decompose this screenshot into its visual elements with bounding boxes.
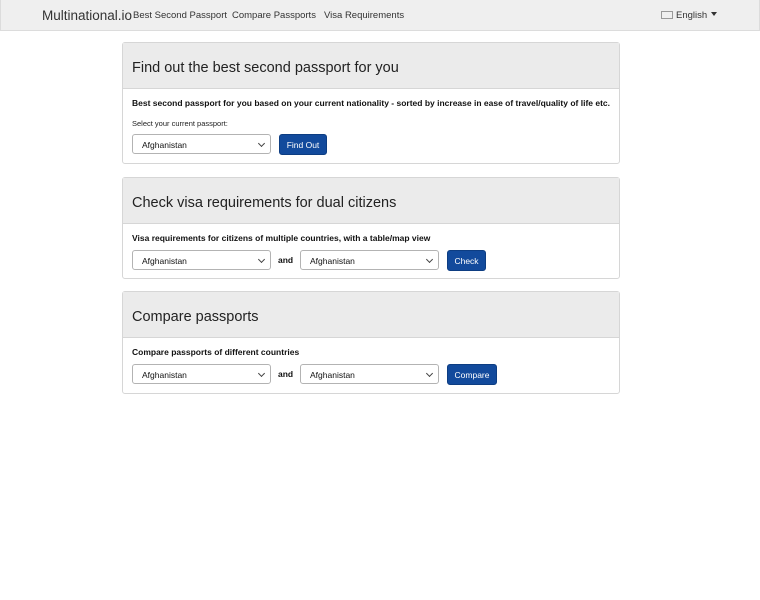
first-country-select[interactable] [132,250,271,270]
select-value: Afghanistan [142,256,187,266]
panel-description: Best second passport for you based on your current nationality - sorted by increase in ease of travel/quality of life etc. [132,98,611,108]
panel-description: Compare passports of different countries [132,347,300,357]
compare-button[interactable]: Compare [447,364,497,385]
select-value: Afghanistan [142,370,187,380]
first-country-select[interactable] [132,364,271,384]
select-label: Select your current passport: [132,119,228,128]
current-passport-select[interactable] [132,134,271,154]
panel-header [123,292,619,338]
select-value: Afghanistan [142,140,187,150]
nav-visa-requirements[interactable]: Visa Requirements [324,10,405,21]
panel-title: Compare passports [132,309,259,325]
language-dropdown[interactable] [661,10,717,21]
nav-best-second-passport[interactable]: Best Second Passport [133,10,227,21]
panel-header [123,43,619,89]
select-value: Afghanistan [310,370,355,380]
best-passport-panel [122,42,620,164]
chevron-down-icon [426,370,433,377]
language-label: English [676,10,708,21]
panel-description: Visa requirements for citizens of multiple countries, with a table/map view [132,233,431,243]
and-label: and [278,255,294,265]
nav-compare-passports[interactable]: Compare Passports [232,10,316,21]
brand-logo[interactable]: Multinational.io [42,8,133,23]
caret-down-icon [711,12,717,16]
compare-passports-panel [122,291,620,394]
flag-icon [661,11,673,19]
second-country-select[interactable] [300,250,439,270]
and-label: and [278,369,294,379]
panel-title: Check visa requirements for dual citizens [132,195,397,211]
top-navbar [0,0,760,31]
chevron-down-icon [258,256,265,263]
panel-header [123,178,619,224]
panel-title: Find out the best second passport for you [132,60,399,76]
visa-requirements-panel [122,177,620,279]
chevron-down-icon [258,370,265,377]
second-country-select[interactable] [300,364,439,384]
check-button[interactable]: Check [447,250,486,271]
chevron-down-icon [258,140,265,147]
find-out-button[interactable]: Find Out [279,134,327,155]
select-value: Afghanistan [310,256,355,266]
chevron-down-icon [426,256,433,263]
